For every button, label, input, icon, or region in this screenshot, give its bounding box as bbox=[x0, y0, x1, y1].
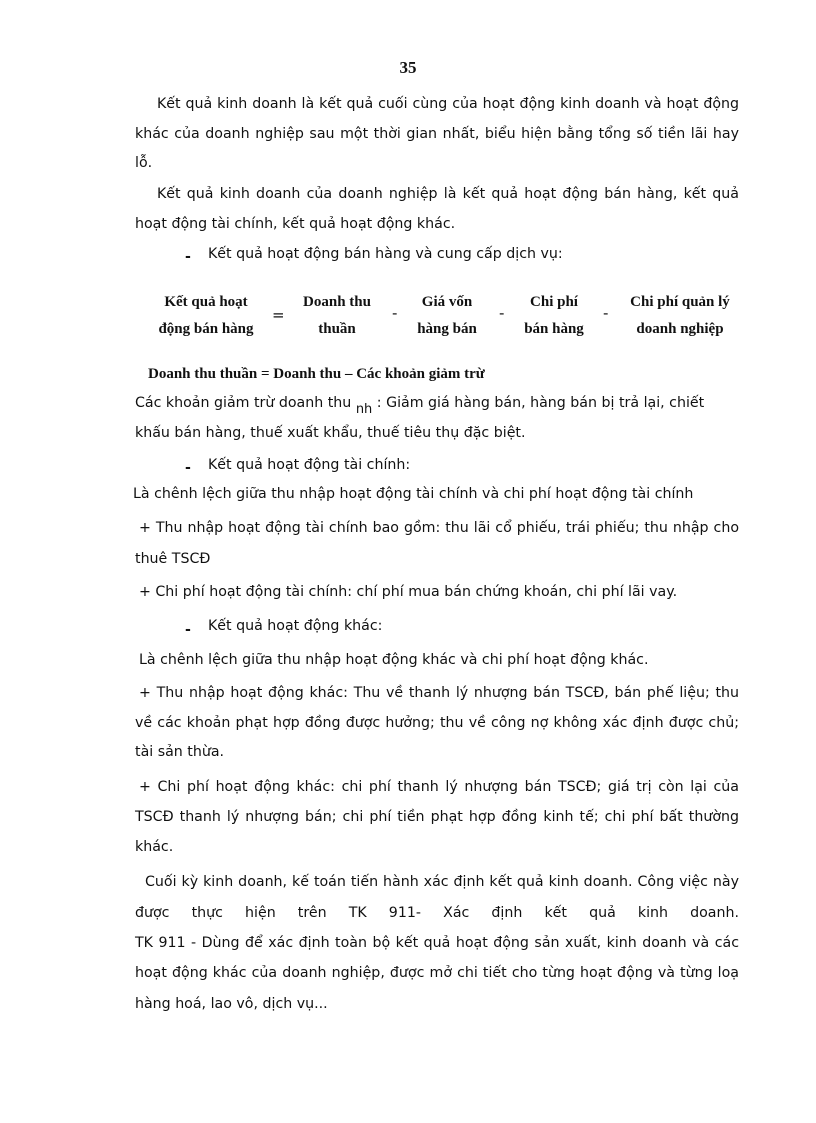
formula-selling-l1: Chi phí bbox=[530, 294, 578, 310]
closing-line: được thực hiện trên TK 911- Xác định kết quả kinh doanh. bbox=[135, 905, 739, 921]
other-expense-line: TSCĐ thanh lý nhượng bán; chi phí tiền phạt hợp đồng kinh tế; chi phí bất thường bbox=[135, 809, 739, 825]
bullet-dash: - bbox=[185, 460, 191, 476]
finance-definition: Là chênh lệch giữa thu nhập hoạt động tài chính và chi phí hoạt động tài chính bbox=[133, 486, 694, 502]
closing-line: TK 911 - Dùng để xác định toàn bộ kết quả hoạt động sản xuất, kinh doanh và các bbox=[135, 935, 739, 951]
bullet-dash: - bbox=[185, 622, 191, 638]
paragraph-line: khác của doanh nghiệp sau một thời gian nhất, biểu hiện bằng tổng số tiền lãi hay bbox=[135, 126, 739, 142]
deductions-line bbox=[135, 393, 705, 417]
paragraph-line: Kết quả kinh doanh của doanh nghiệp là kết quả hoạt động bán hàng, kết quả bbox=[157, 186, 739, 202]
paragraph-line: hoạt động tài chính, kết quả hoạt động khác. bbox=[135, 216, 456, 232]
formula-selling-l2: bán hàng bbox=[524, 321, 584, 337]
formula-cogs-l2: hàng bán bbox=[417, 321, 477, 337]
formula-minus: - bbox=[499, 304, 505, 322]
finance-income-line: + Thu nhập hoạt động tài chính bao gồm: thu lãi cổ phiếu, trái phiếu; thu nhập cho bbox=[139, 520, 739, 536]
formula-net-revenue-l2: thuần bbox=[318, 321, 356, 337]
section-heading-finance: Kết quả hoạt động tài chính: bbox=[208, 457, 411, 473]
formula-result-l2: động bán hàng bbox=[158, 321, 254, 337]
page-number: 35 bbox=[399, 58, 417, 77]
other-expense-line: khác. bbox=[135, 839, 174, 855]
other-income-line: về các khoản phạt hợp đồng được hưởng; thu về công nợ không xác định được chủ; bbox=[135, 715, 739, 731]
other-definition: Là chênh lệch giữa thu nhập hoạt động khác và chi phí hoạt động khác. bbox=[139, 652, 649, 668]
bullet-dash: - bbox=[185, 249, 191, 265]
deductions-text: Các khoản giảm trừ doanh thu bbox=[135, 395, 352, 411]
other-income-line: + Thu nhập hoạt động khác: Thu về thanh lý nhượng bán TSCĐ, bán phế liệu; thu bbox=[139, 685, 739, 701]
formula-cogs-l1: Giá vốn bbox=[421, 294, 473, 310]
closing-line: hoạt động khác của doanh nghiệp, được mở chi tiết cho từng hoạt động và từng loạ bbox=[135, 965, 739, 981]
formula-result-l1: Kết quả hoạt bbox=[164, 294, 248, 310]
formula-minus: - bbox=[392, 304, 398, 322]
finance-income-line: thuê TSCĐ bbox=[135, 551, 211, 567]
paragraph-line: Kết quả kinh doanh là kết quả cuối cùng của hoạt động kinh doanh và hoạt động bbox=[157, 96, 739, 112]
section-heading-other: Kết quả hoạt động khác: bbox=[208, 618, 383, 634]
formula-equals: = bbox=[272, 306, 285, 324]
paragraph-line: lỗ. bbox=[135, 155, 153, 171]
other-income-line: tài sản thừa. bbox=[135, 744, 225, 760]
formula-net-revenue-l1: Doanh thu bbox=[303, 294, 371, 310]
deductions-subscript: nh bbox=[355, 402, 373, 417]
closing-line: hàng hoá, lao vô, dịch vụ... bbox=[135, 996, 328, 1012]
deductions-text: : Giảm giá hàng bán, hàng bán bị trả lại, chiết bbox=[372, 395, 705, 411]
deductions-line: khấu bán hàng, thuế xuất khẩu, thuế tiêu thụ đặc biệt. bbox=[135, 425, 526, 441]
net-revenue-formula: Doanh thu thuần = Doanh thu – Các khoản giảm trừ bbox=[148, 366, 485, 382]
other-expense-line: + Chi phí hoạt động khác: chi phí thanh lý nhượng bán TSCĐ; giá trị còn lại của bbox=[139, 779, 739, 795]
finance-expense: + Chi phí hoạt động tài chính: chí phí mua bán chứng khoán, chi phí lãi vay. bbox=[139, 584, 678, 600]
section-heading-sales: Kết quả hoạt động bán hàng và cung cấp dịch vụ: bbox=[208, 246, 563, 262]
formula-minus: - bbox=[603, 304, 609, 322]
formula-admin-l1: Chi phí quản lý bbox=[630, 294, 730, 310]
closing-line: Cuối kỳ kinh doanh, kế toán tiến hành xác định kết quả kinh doanh. Công việc này bbox=[145, 874, 739, 890]
formula-admin-l2: doanh nghiệp bbox=[636, 321, 724, 337]
